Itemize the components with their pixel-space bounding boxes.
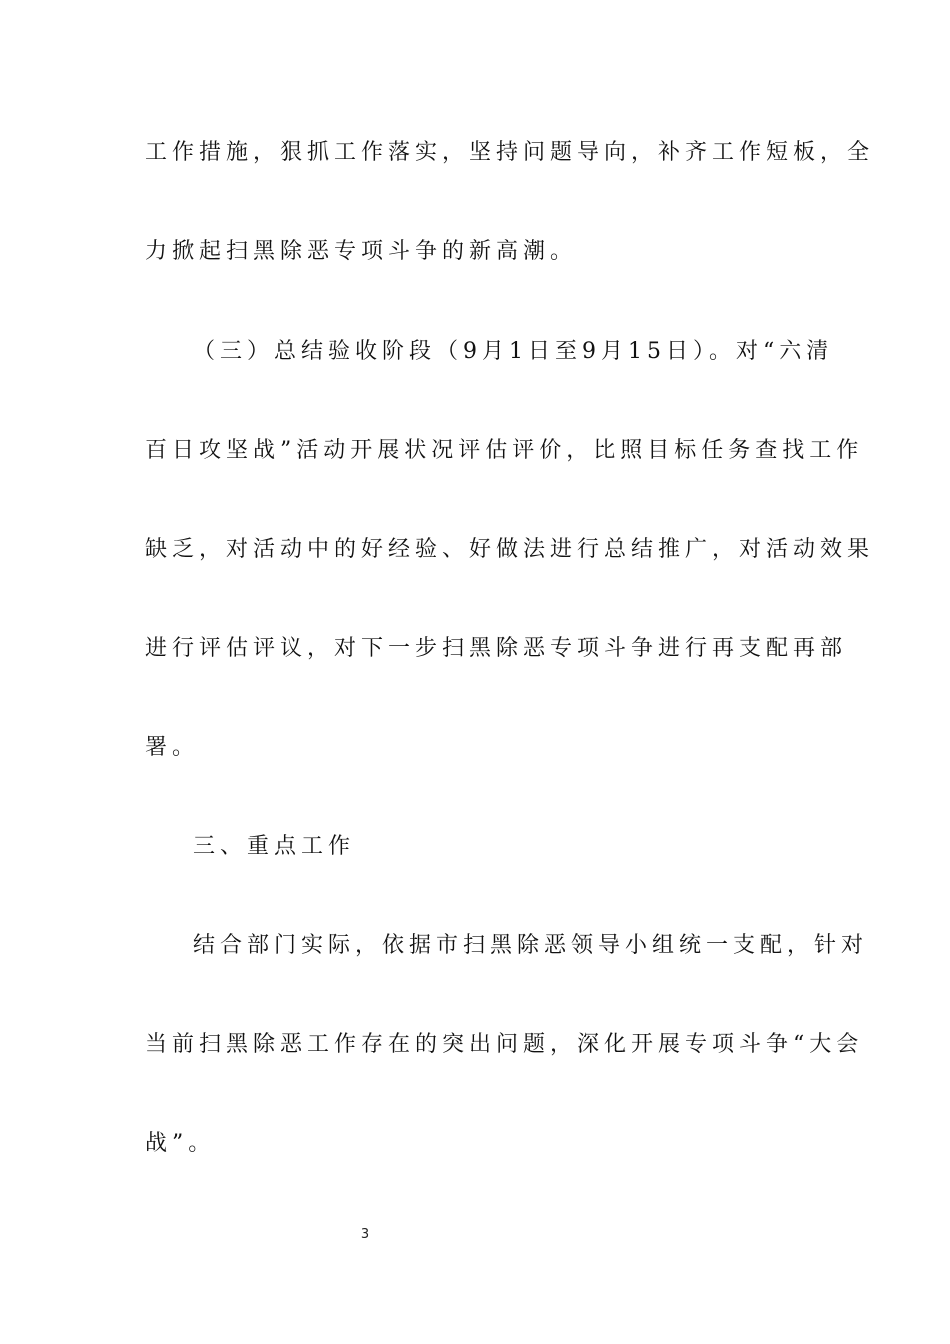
section-stage-three-line: （三）总结验收阶段（9月1日至9月15日）。对“六清: [193, 339, 834, 364]
body-text-line: 结合部门实际，依据市扫黑除恶领导小组统一支配，针对: [193, 933, 869, 958]
body-text-line: 力掀起扫黑除恶专项斗争的新高潮。: [145, 239, 578, 264]
section-heading: 三、重点工作: [193, 834, 356, 859]
page-number: 3: [360, 1227, 370, 1242]
body-text-line: 工作措施，狠抓工作落实，坚持问题导向，补齐工作短板，全: [145, 140, 875, 165]
body-text-line: 百日攻坚战”活动开展状况评估评价，比照目标任务查找工作: [145, 438, 864, 463]
body-text-line: 当前扫黑除恶工作存在的突出问题，深化开展专项斗争“大会: [145, 1032, 864, 1057]
body-text-line: 战”。: [145, 1131, 216, 1156]
body-text-line: 署。: [145, 735, 200, 760]
body-text-line: 进行评估评议，对下一步扫黑除恶专项斗争进行再支配再部: [145, 636, 848, 661]
body-text-line: 缺乏，对活动中的好经验、好做法进行总结推广，对活动效果: [145, 537, 875, 562]
